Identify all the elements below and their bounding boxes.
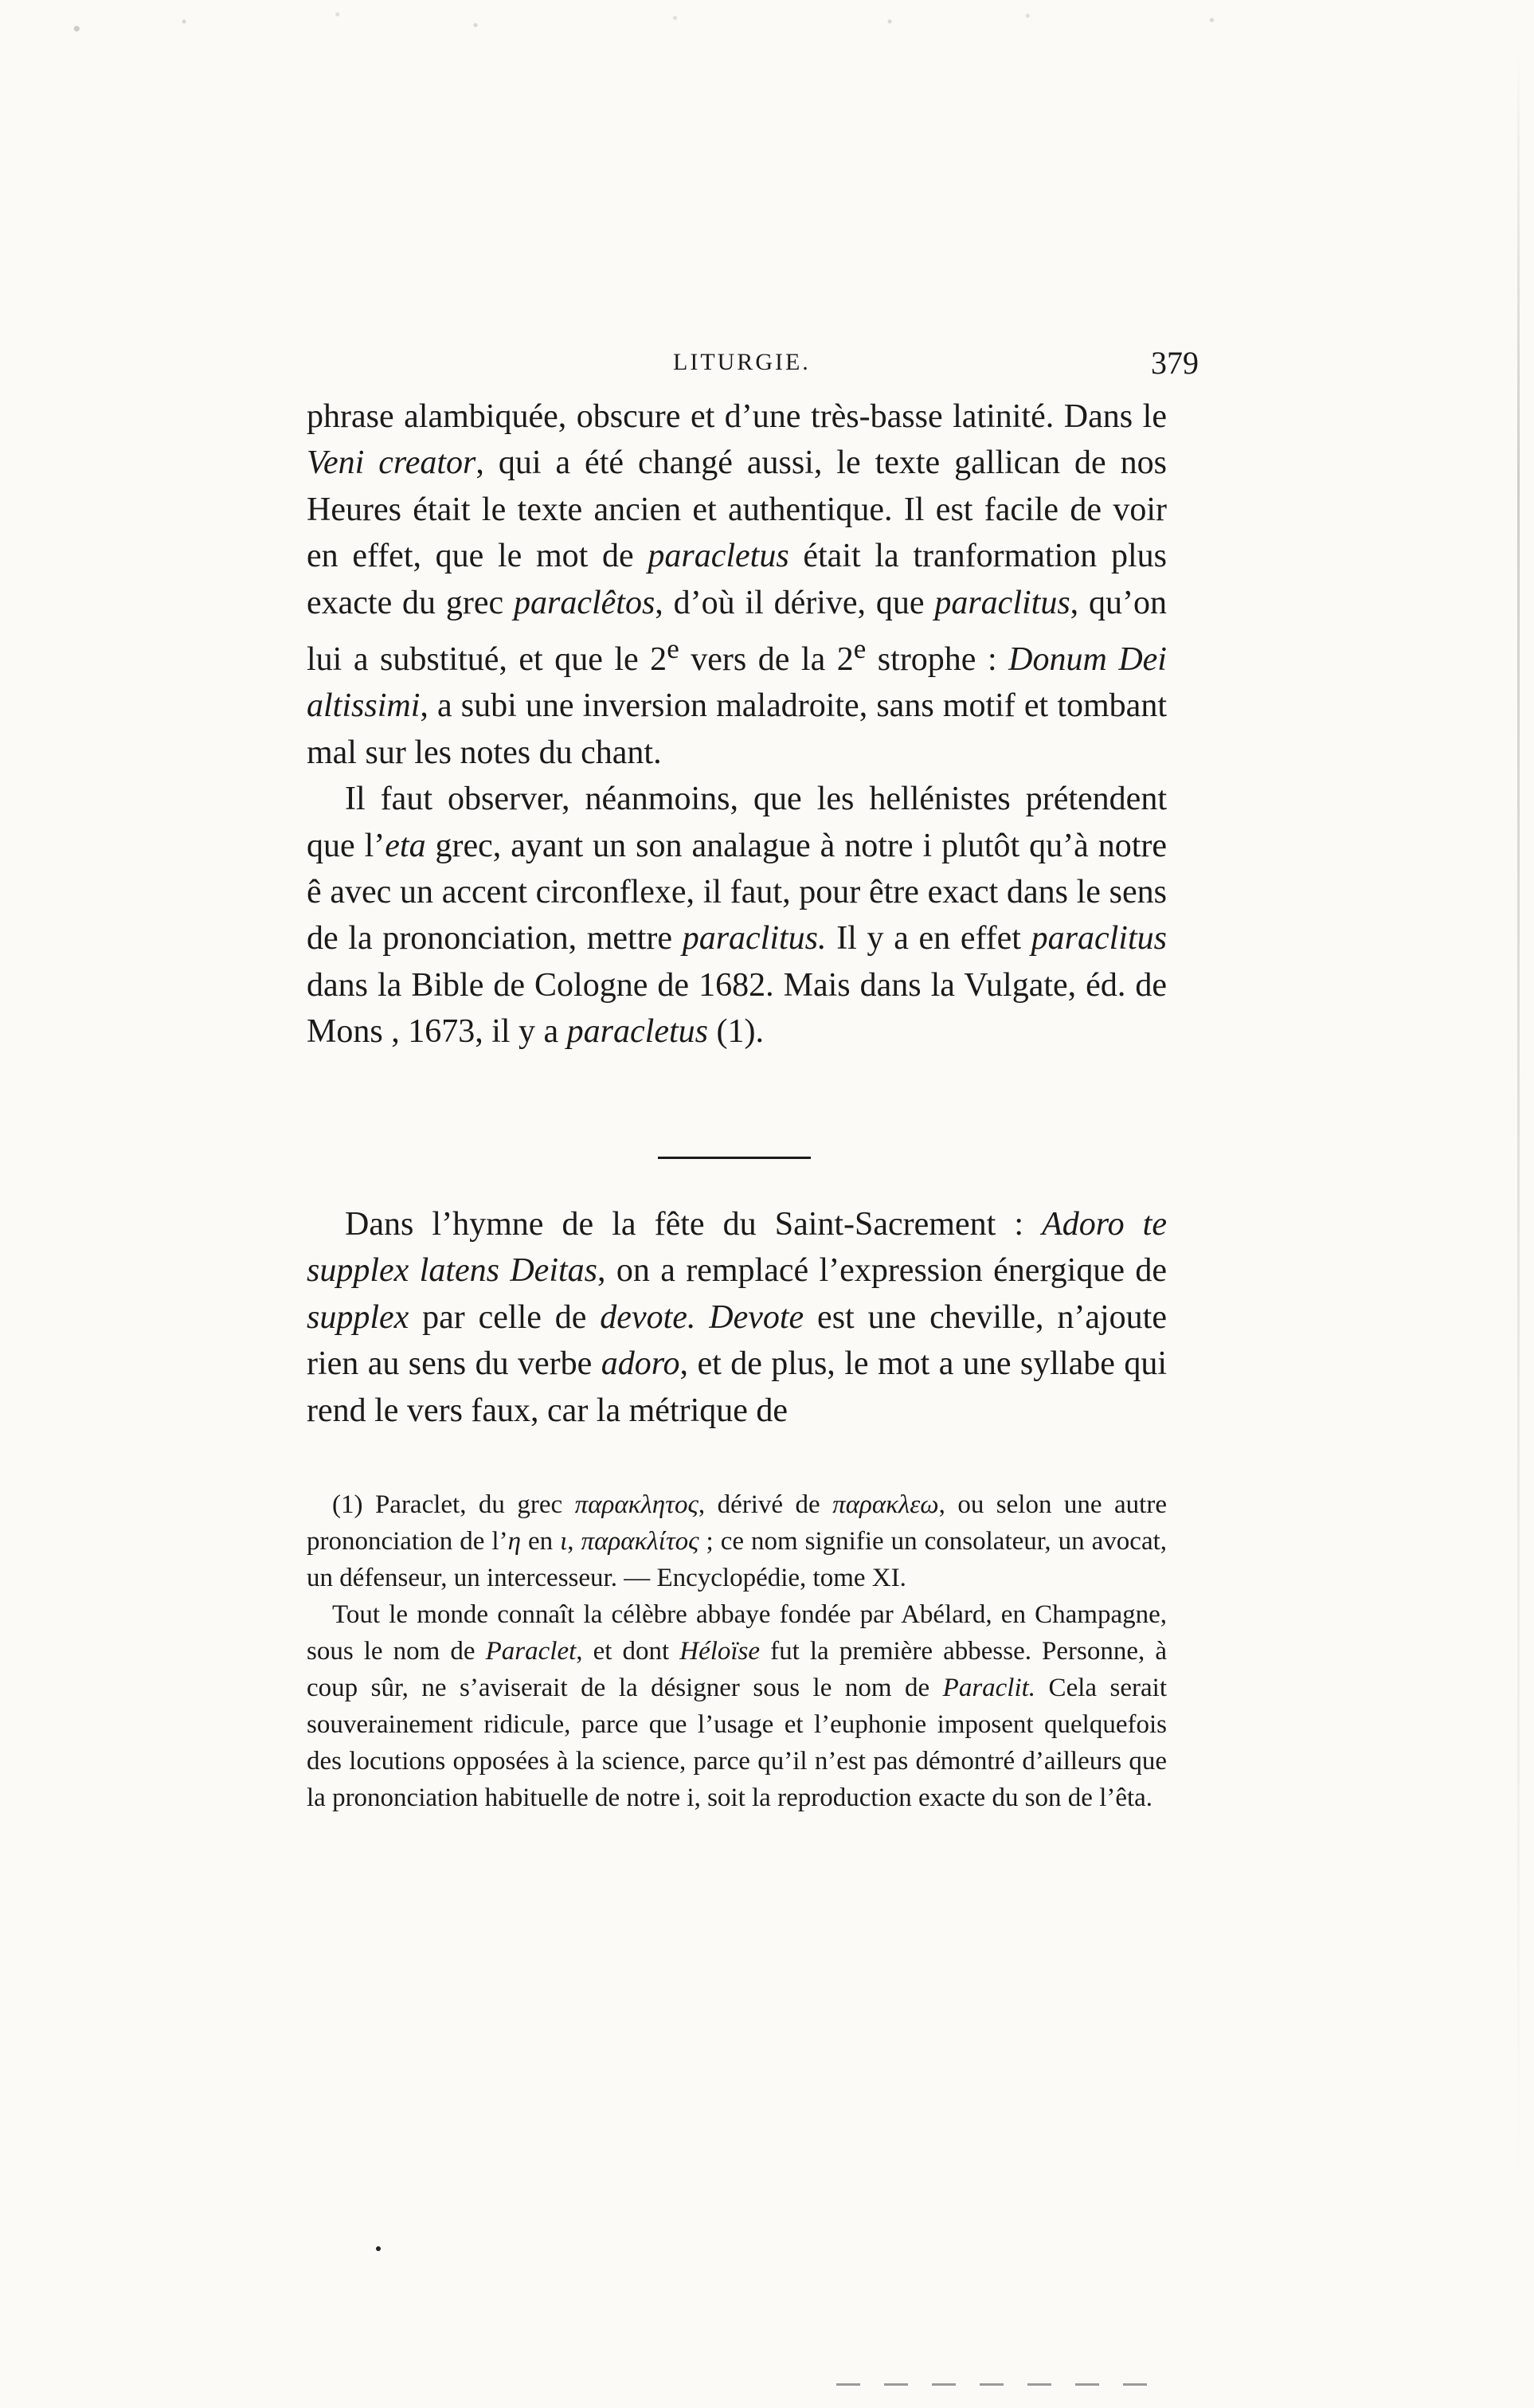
section-rule [658,1157,811,1159]
footnote-1: (1) Paraclet, du grec παρακλητος, dérivé de παρακλεω, ou selon une autre prononciation de l’η en ι, παρακλίτος ; ce nom signifie un consolateur, un avocat, un défenseur, un intercesseur. — Encyclopédie, tome XI. [307,1490,1168,1592]
footnotes [307,1486,1167,1816]
page-edge-shadow [1517,48,1520,2199]
scan-noise [0,0,1534,72]
ink-speck [376,2246,381,2251]
scan-noise-bottom [836,2383,1171,2386]
paragraph-saint-sacrement: Dans l’hymne de la fête du Saint-Sacrement : Adoro te supplex latens Deitas, on a remplacé l’expression énergique de supplex par celle de devote. Devote est une cheville, n’ajoute rien au sens du verbe adoro, et de plus, le mot a une syllabe qui rend le vers faux, car la métrique de [307,1206,1167,1429]
footnote-1-continuation: Tout le monde connaît la célèbre abbaye fondée par Abélard, en Champagne, sous le nom de Paraclet, et dont Héloïse fut la première abbesse. Personne, à coup sûr, ne s’aviserait de la désigner sous le nom de Paraclit. Cela serait souverainement ridicule, parce que l’usage et l’euphonie imposent quelquefois des locutions opposées à la science, parce qu’il n’est pas démontré d’ailleurs que la prononciation habituelle de notre i, soit la reproduction exacte du son de l’êta. [307,1600,1167,1812]
running-head: LITURGIE. [673,349,811,375]
paragraph-continuation: phrase alambiquée, obscure et d’une très-basse latinité. Dans le Veni creator, qui a été changé aussi, le texte gallican de nos Heures était le texte ancien et authentique. Il est facile de voir en effet, que le mot de paracletus était la tranformation plus exacte du grec paraclêtos, d’où il dérive, que paraclitus, qu’on lui a substitué, et que le 2e vers de la 2e strophe : Donum Dei altissimi, a subi une inversion maladroite, sans motif et tombant mal sur les notes du chant. [307,398,1167,771]
paragraph-hellenists: Il faut observer, néanmoins, que les hellénistes prétendent que l’eta grec, ayant un son analague à notre i plutôt qu’à notre ê avec un accent circonflexe, il faut, pour être exact dans le sens de la prononciation, mettre paraclitus. Il y a en effet paraclitus dans la Bible de Cologne de 1682. Mais dans la Vulgate, éd. de Mons , 1673, il y a paracletus (1). [307,781,1168,1051]
main-text [307,394,1167,1055]
page-header [307,344,1199,392]
main-text-second-section [307,1201,1167,1434]
page-number: 379 [1151,345,1199,381]
